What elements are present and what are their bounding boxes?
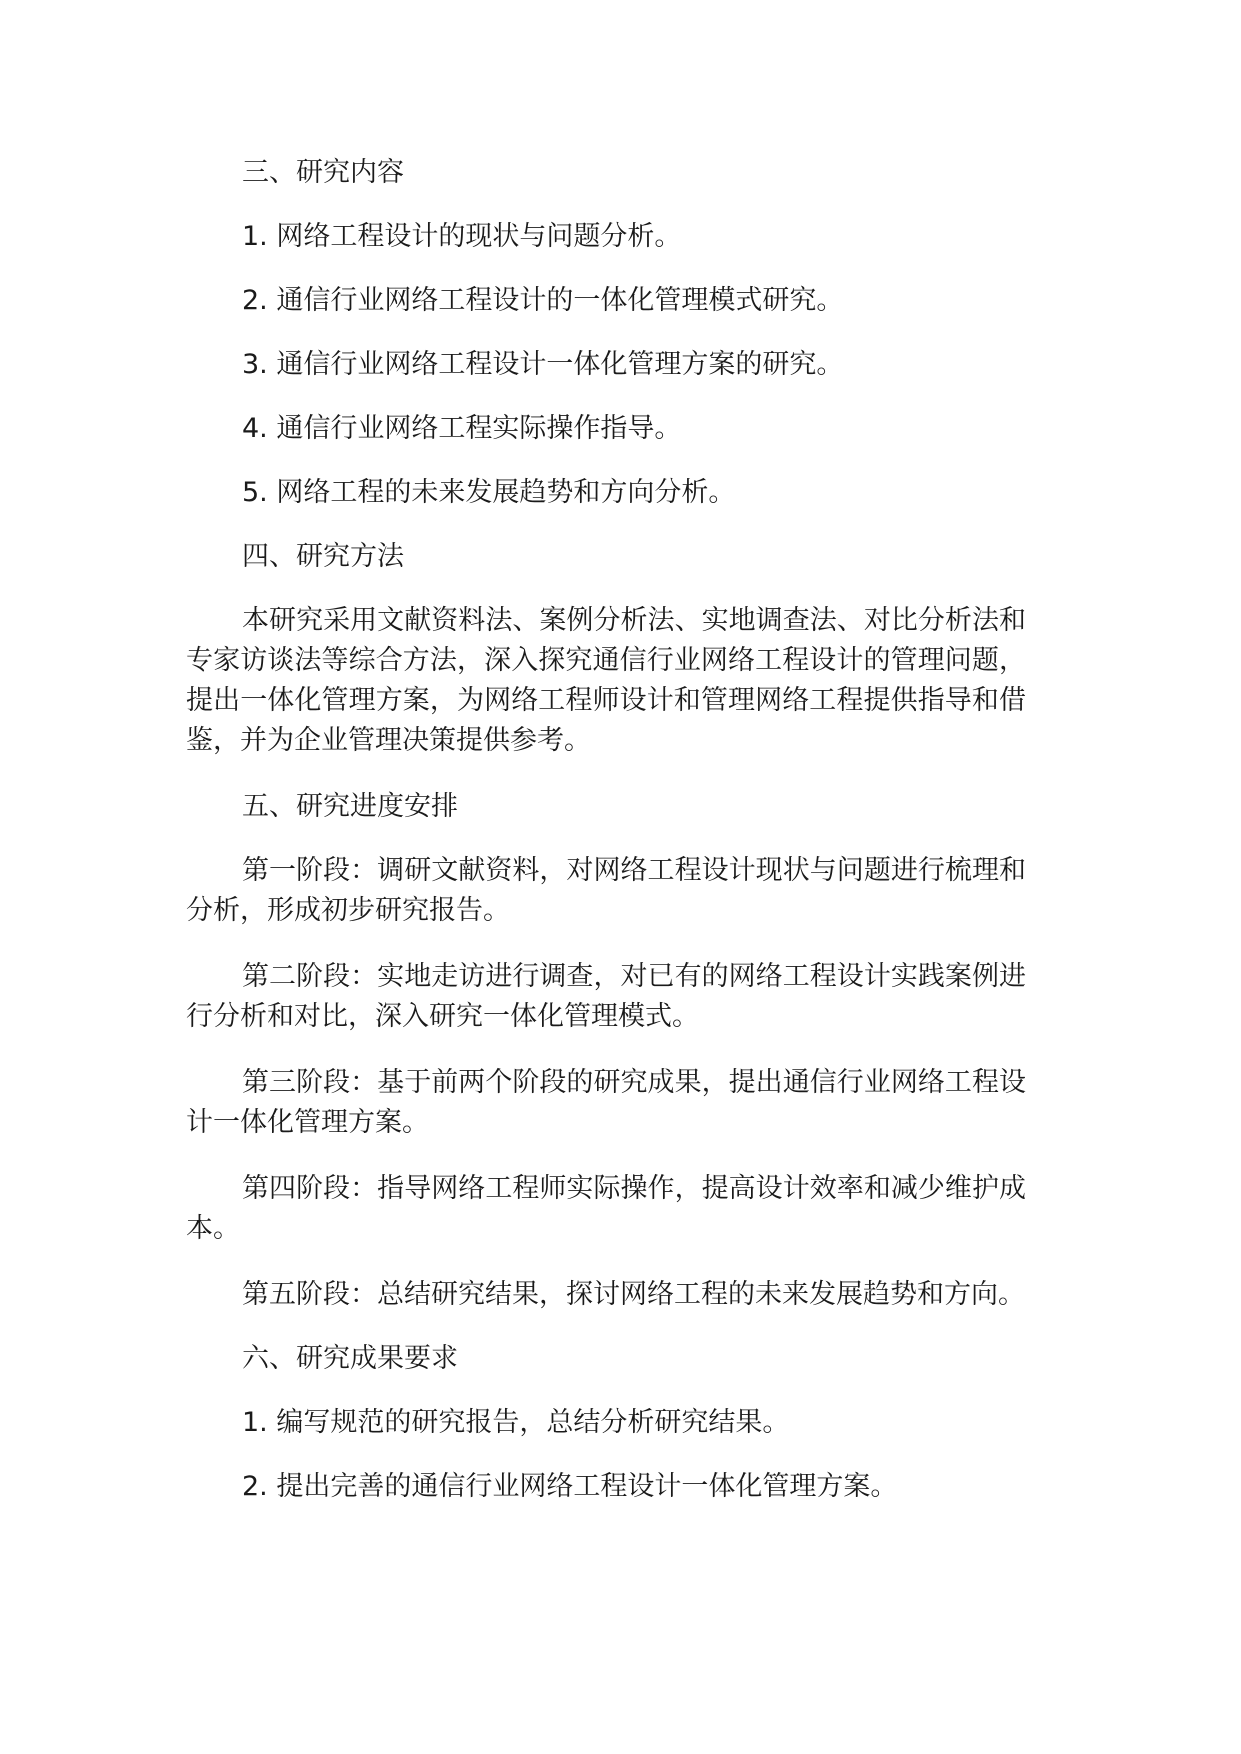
body-paragraph: 第二阶段：实地走访进行调查，对已有的网络工程设计实践案例进行分析和对比，深入研究一体化管理模式。: [186, 961, 1026, 1032]
body-paragraph: 本研究采用文献资料法、案例分析法、实地调查法、对比分析法和专家访谈法等综合方法，深入探究通信行业网络工程设计的管理问题，提出一体化管理方案，为网络工程师设计和管理网络工程提供指导和借鉴，并为企业管理决策提供参考。: [186, 605, 1026, 756]
document-body: [186, 153, 1026, 1531]
list-item: 1. 编写规范的研究报告，总结分析研究结果。: [242, 1407, 790, 1438]
list-item: 4. 通信行业网络工程实际操作指导。: [242, 413, 682, 444]
body-paragraph: 第一阶段：调研文献资料，对网络工程设计现状与问题进行梳理和分析，形成初步研究报告。: [186, 855, 1026, 926]
body-paragraph: 第五阶段：总结研究结果，探讨网络工程的未来发展趋势和方向。: [242, 1279, 1025, 1310]
list-item: 1. 网络工程设计的现状与问题分析。: [242, 221, 682, 252]
body-paragraph: 第四阶段：指导网络工程师实际操作，提高设计效率和减少维护成本。: [186, 1173, 1026, 1244]
section-heading-research-method: 四、研究方法: [242, 541, 404, 572]
section-heading-outcomes: 六、研究成果要求: [242, 1343, 458, 1374]
list-item: 2. 提出完善的通信行业网络工程设计一体化管理方案。: [242, 1471, 898, 1502]
list-item: 3. 通信行业网络工程设计一体化管理方案的研究。: [242, 349, 844, 380]
list-item: 2. 通信行业网络工程设计的一体化管理模式研究。: [242, 285, 844, 316]
section-heading-research-content: 三、研究内容: [242, 157, 404, 188]
section-heading-schedule: 五、研究进度安排: [242, 791, 458, 822]
list-item: 5. 网络工程的未来发展趋势和方向分析。: [242, 477, 736, 508]
body-paragraph: 第三阶段：基于前两个阶段的研究成果，提出通信行业网络工程设计一体化管理方案。: [186, 1067, 1026, 1138]
